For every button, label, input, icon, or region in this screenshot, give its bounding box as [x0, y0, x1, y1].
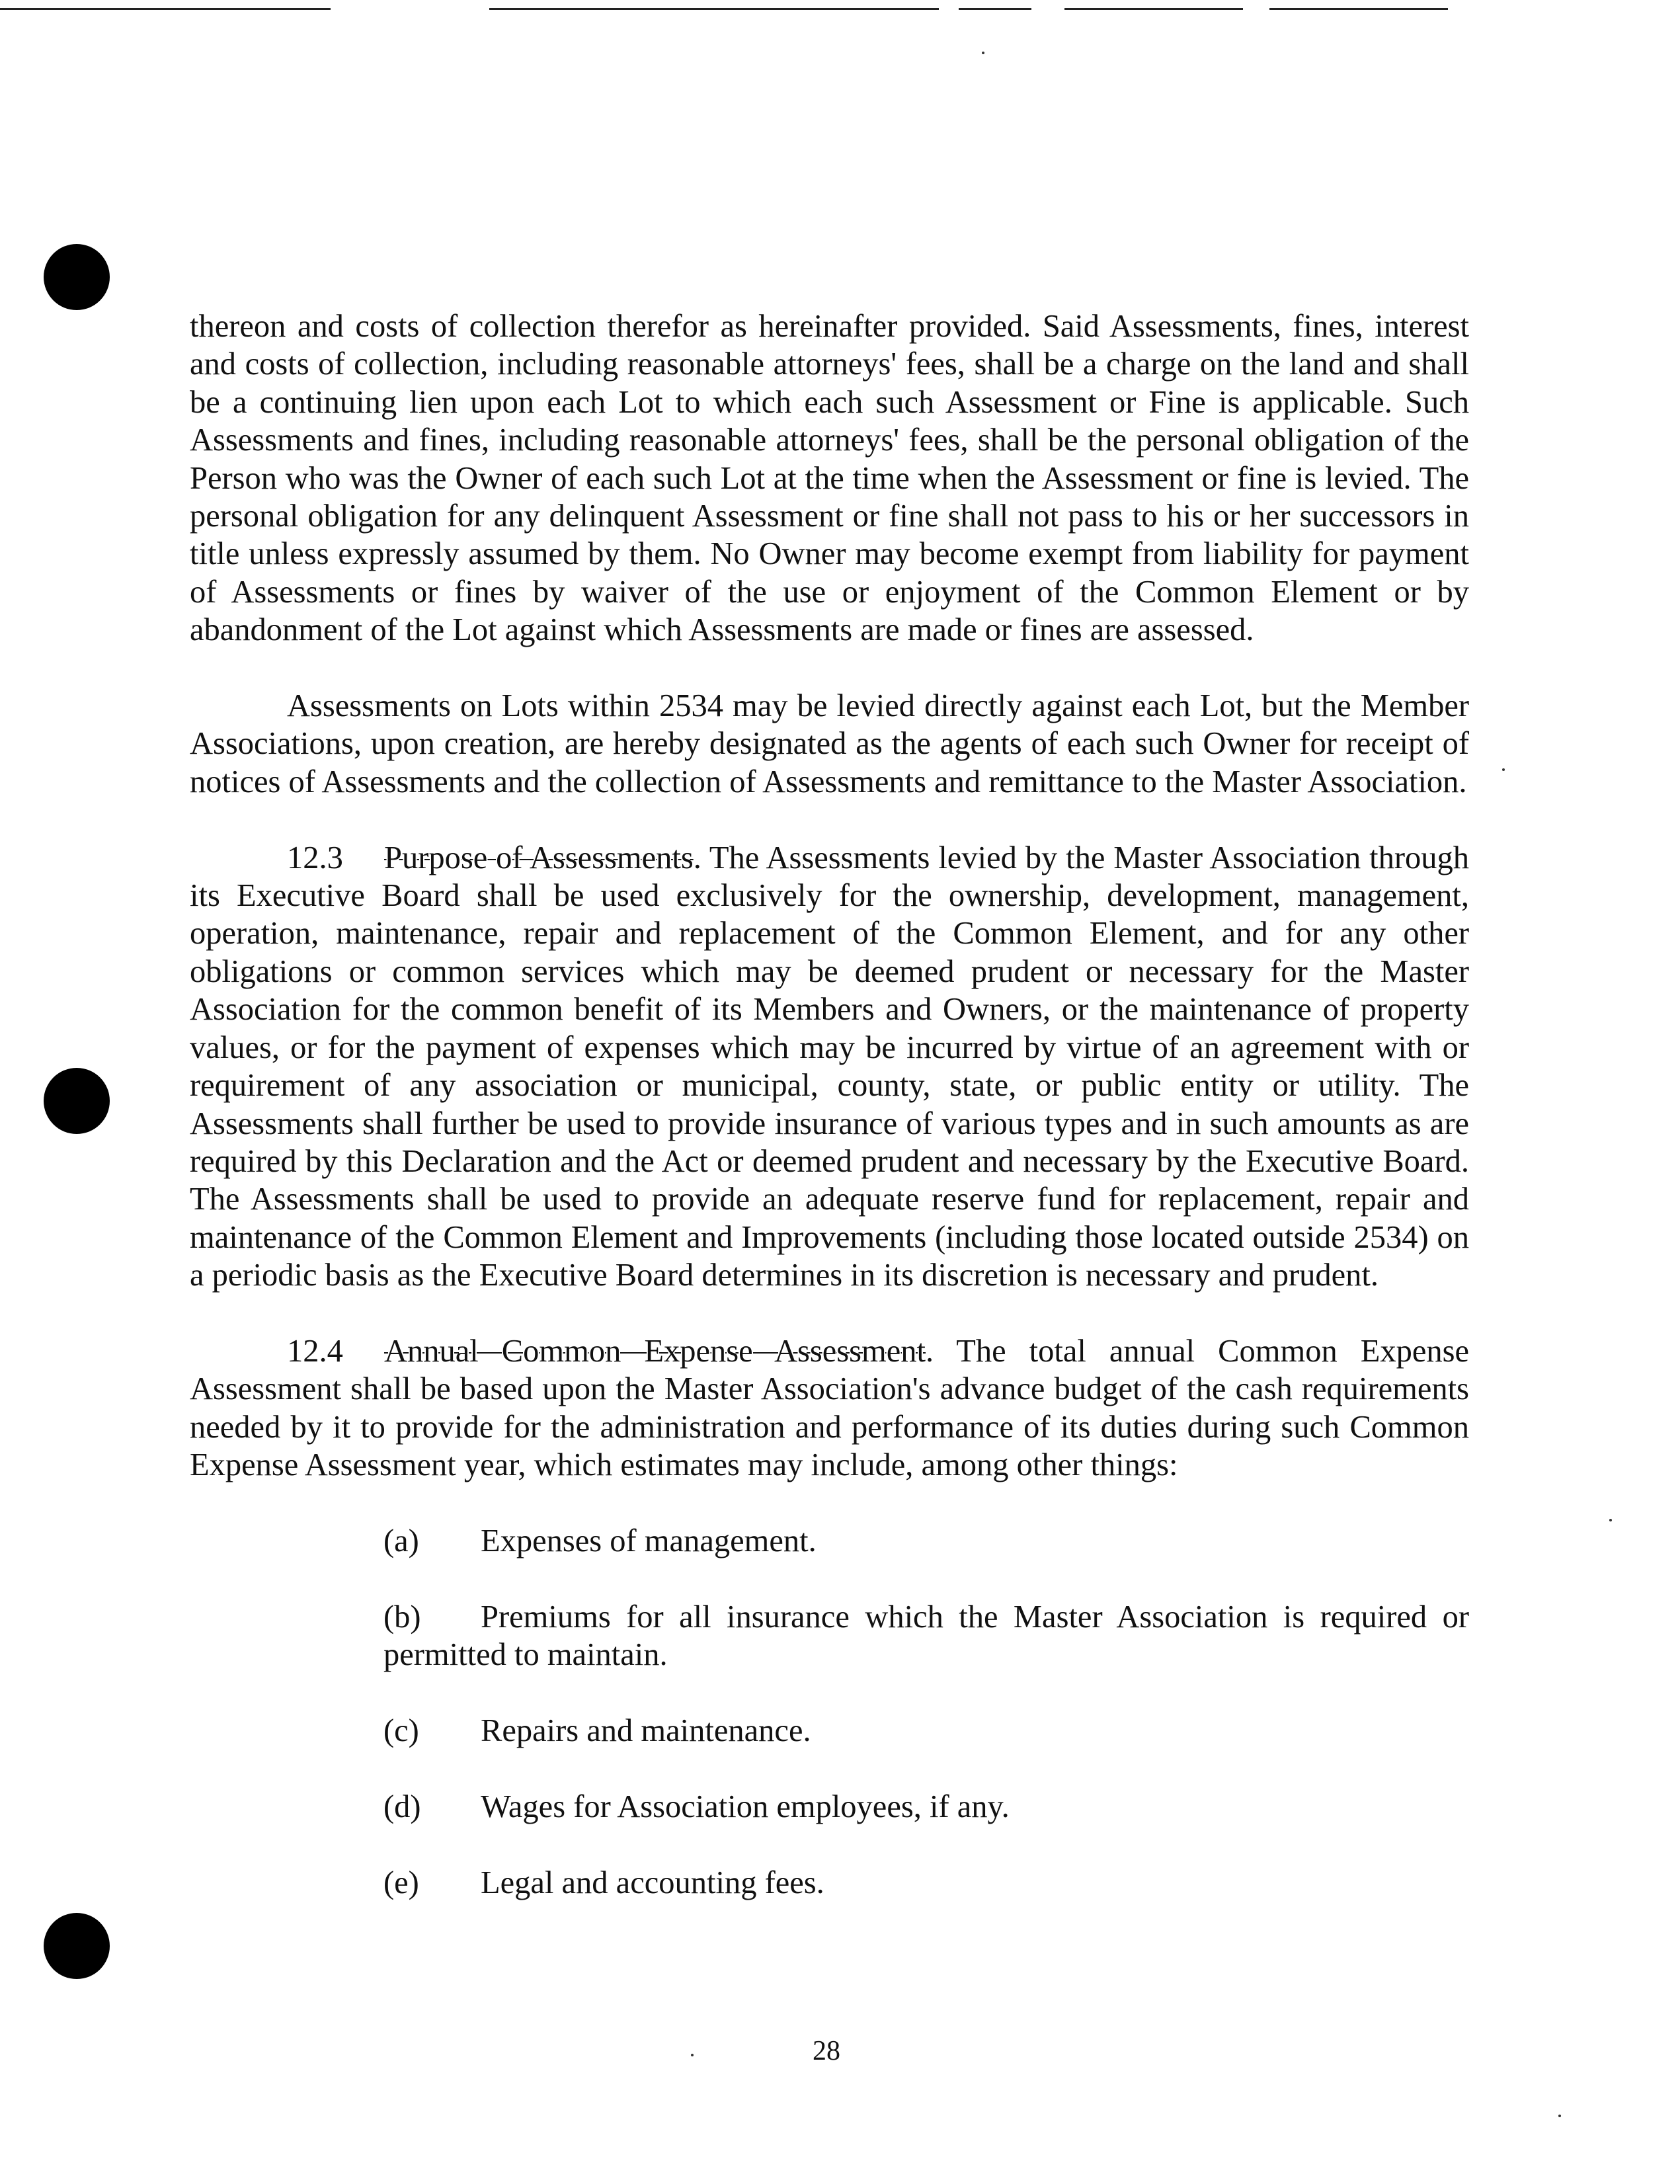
top-scan-rule: [0, 8, 1448, 10]
list-item-text: Premiums for all insurance which the Master Association is required or permitted to maintain.: [383, 1599, 1469, 1673]
section-number: 12.3: [287, 840, 343, 875]
list-item-text: Wages for Association employees, if any.: [481, 1789, 1010, 1824]
scan-speck: [982, 52, 984, 54]
section-12-4: [190, 1332, 1469, 1484]
top-rule-gap: [939, 4, 959, 12]
scan-speck: [1558, 2115, 1561, 2117]
punch-hole-middle: [44, 1068, 110, 1134]
top-rule-gap: [1031, 4, 1064, 12]
section-body: . The Assessments levied by the Master Association through its Executive Board shall be used exclusively for the ownership, development, management, operation, maintenance, repair and replacement of the Common Element, and for any other obligations or common services which may be deemed prudent or necessary for the Master Association for the common benefit of its Members and Owners, or the maintenance of property values, or for the payment of expenses which may be incurred by virtue of an agreement with or requirement of any association or municipal, county, state, or public entity or utility. The Assessments shall further be used to provide insurance of various types and in such amounts as are required by this Declaration and the Act or deemed prudent and necessary by the Executive Board. The Assessments shall be used to provide an adequate reserve fund for replacement, repair and maintenance of the Common Element and Improvements (including those located outside 2534) on a periodic basis as the Executive Board determines in its discretion is necessary and prudent.: [190, 840, 1469, 1293]
section-body: . The total annual Common Expense Assessment shall be based upon the Master Association's advance budget of the cash requirements needed by it to provide for the administration and performance of its duties during such Common Expense Assessment year, which estimates may include, among other things:: [190, 1333, 1470, 1483]
expense-list: [190, 1522, 1469, 1902]
list-item: [383, 1598, 1469, 1674]
top-rule-gap: [331, 4, 489, 12]
paragraph-member-associations: Assessments on Lots within 2534 may be levied directly against each Lot, but the Member Associations, upon creation, are hereby designated as the agents of each such Owner for receipt of notices of Assessments and the collection of Assessments and remittance to the Master Association.: [190, 688, 1469, 799]
top-rule-gap: [1243, 4, 1269, 12]
document-body: [190, 307, 1469, 1939]
list-item-letter: (c): [383, 1713, 419, 1748]
punch-hole-bottom: [44, 1913, 110, 1979]
paragraph-assessment-lien: thereon and costs of collection therefor as hereinafter provided. Said Assessments, fines, interest and costs of collection, including reasonable attorneys' fees, shall be a charge on the land and shall be a continuing lien upon each Lot to which each such Assessment or Fine is applicable. Such Assessments and fines, including reasonable attorneys' fees, shall be the personal obligation of the Person who was the Owner of each such Lot at the time when the Assessment or fine is levied. The personal obligation for any delinquent Assessment or fine shall not pass to his or her successors in title unless expressly assumed by them. No Owner may become exempt from liability for payment of Assessments or fines by waiver of the use or enjoyment of the Common Element or by abandonment of the Lot against which Assessments are made or fines are assessed.: [190, 309, 1469, 648]
section-12-3: [190, 839, 1469, 1295]
list-item: [383, 1788, 1469, 1826]
scan-speck: [1609, 1519, 1612, 1521]
list-item-letter: (a): [383, 1523, 419, 1558]
list-item-letter: (b): [383, 1599, 421, 1635]
list-item-text: Repairs and maintenance.: [481, 1713, 811, 1748]
scan-speck: [691, 2054, 694, 2056]
list-item-text: Expenses of management.: [481, 1523, 817, 1558]
page-number: 28: [813, 2036, 840, 2066]
list-item-text: Legal and accounting fees.: [481, 1865, 824, 1900]
list-item: [383, 1522, 1469, 1560]
punch-hole-top: [44, 244, 110, 310]
section-title: Purpose of Assessments: [384, 840, 694, 875]
section-number: 12.4: [287, 1333, 343, 1369]
list-item: [383, 1864, 1469, 1902]
list-item-letter: (e): [383, 1865, 419, 1900]
scan-speck: [1502, 768, 1505, 771]
list-item-letter: (d): [383, 1789, 421, 1824]
section-title: Annual Common Expense Assessment: [384, 1333, 926, 1369]
list-item: [383, 1712, 1469, 1750]
